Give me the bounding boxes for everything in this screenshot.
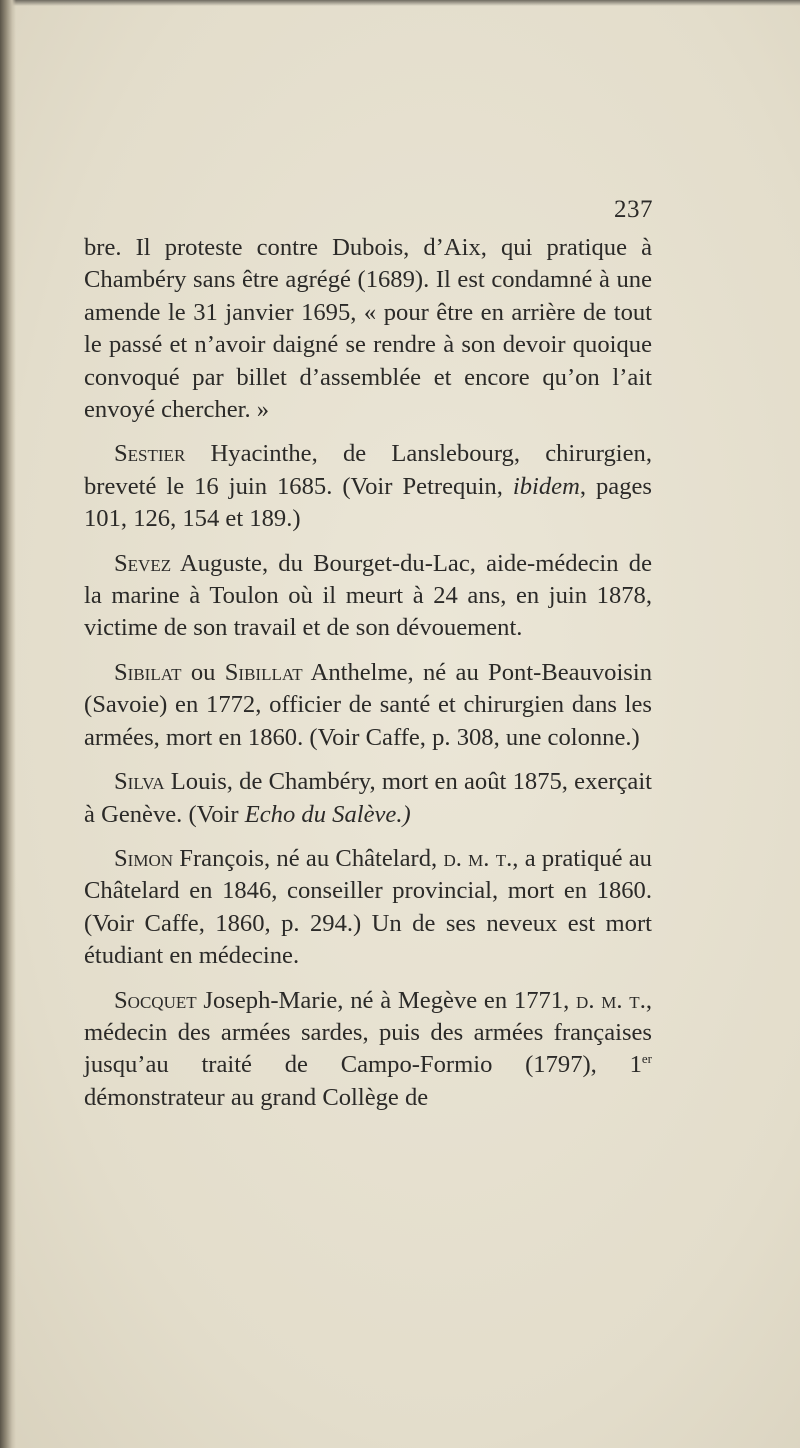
paragraph-silva (84, 766, 652, 831)
page-top-edge-shadow (0, 0, 800, 6)
entry-surname: Silva (114, 768, 165, 796)
text-run: Anthelme, né au Pont-Beauvoisin (Savoie) en 1772, officier de santé et chirurgien dans les armées, mort en 1860. (Voir Caffe, p. 308, une colonne.) (84, 658, 653, 751)
page-left-edge-shadow (0, 0, 16, 1448)
entry-surname: Simon (114, 844, 174, 872)
text-run: , médecin des armées sardes, puis des armées françaises jusqu’au traité de Campo-Formio (1797), 1 (84, 986, 652, 1079)
paragraph-sestier (84, 438, 652, 535)
paragraph-sevez (84, 548, 652, 645)
text-run: François, né au Châtelard, (173, 844, 444, 872)
paragraph-socquet (84, 985, 652, 1115)
paragraph-continued (84, 232, 652, 426)
body-text (84, 232, 652, 1126)
entry-surname: Sibillat (224, 658, 303, 686)
text-run: bre. Il proteste contre Dubois, d’Aix, qui pratique à Chambéry sans être agrégé (1689). Il est condamné à une amende le 31 janvier 1695, « pour être en arrière de tout le passé et n’avoir daigné se rendre à son devoir quoique convoqué par billet d’assemblée et encore qu’on l’ait envoyé chercher. » (84, 234, 652, 424)
entry-surname: Sevez (114, 549, 172, 577)
abbreviation: d. m. t. (576, 986, 646, 1014)
paragraph-simon (84, 843, 652, 973)
text-run: Auguste, du Bourget-du-Lac, aide-médecin de la marine à Toulon où il meurt à 24 ans, en juin 1878, victime de son travail et de son dévouement. (84, 549, 652, 642)
text-run: ou (181, 658, 225, 686)
entry-surname: Sestier (114, 440, 186, 468)
abbreviation: d. m. t. (443, 844, 513, 872)
text-run: , a pratiqué au Châtelard en 1846, conseiller provincial, mort en 1860. (Voir Caffe, 1860, p. 294.) Un de ses neveux est mort étudiant en médecine. (84, 844, 652, 970)
italic-text: Echo du Salève.) (244, 800, 411, 828)
entry-surname: Socquet (114, 986, 197, 1014)
entry-surname: Sibilat (114, 658, 182, 686)
text-run: Louis, de Chambéry, mort en août 1875, exerçait à Genève. (Voir (84, 768, 652, 828)
text-run: démonstrateur au grand Collège de (84, 1083, 429, 1111)
text-run: Hyacinthe, de Lanslebourg, chirurgien, breveté le 16 juin 1685. (Voir Petrequin, (84, 440, 652, 500)
page-number: 237 (614, 196, 653, 223)
superscript: er (641, 1051, 652, 1067)
italic-text: ibidem (512, 472, 580, 500)
paragraph-sibilat (84, 657, 652, 754)
text-run: Joseph-Marie, né à Megève en 1771, (196, 986, 577, 1014)
text-run: , pages 101, 126, 154 et 189.) (84, 472, 652, 533)
